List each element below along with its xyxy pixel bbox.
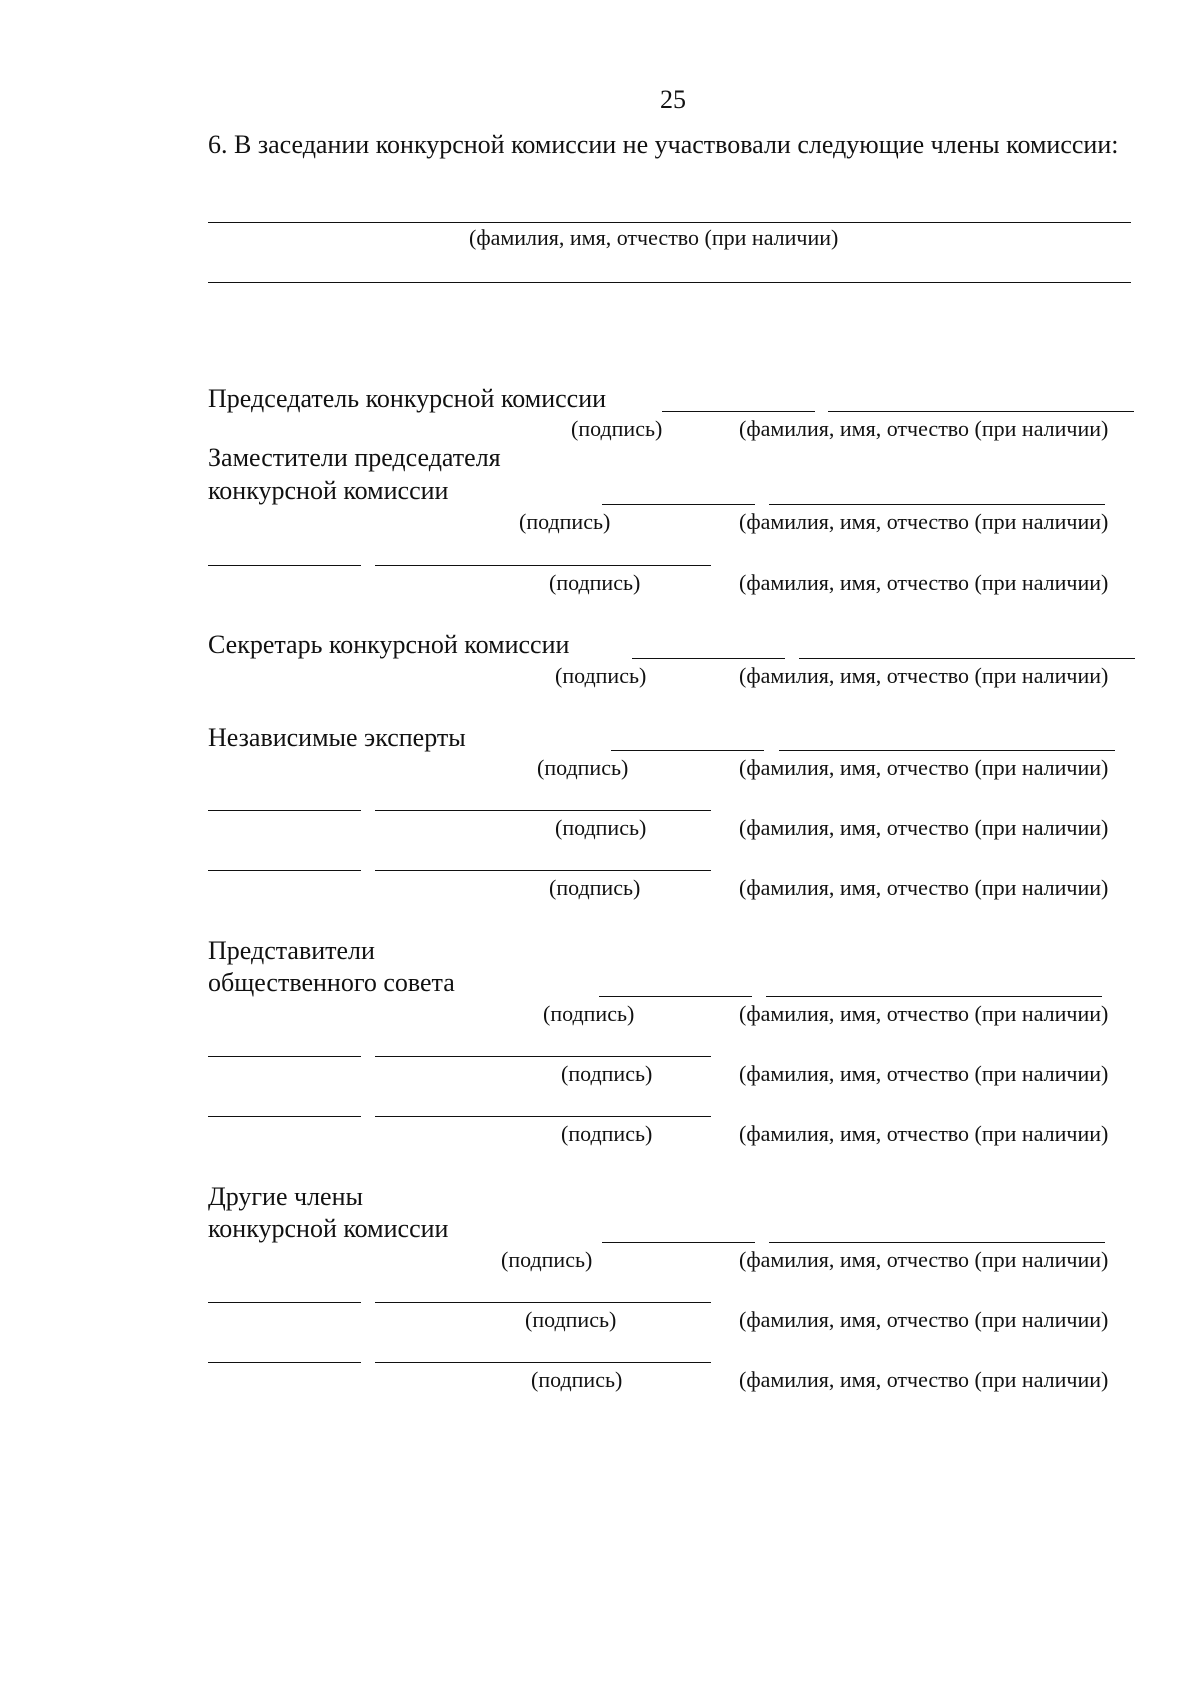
deputy-2-signature-line <box>208 565 361 566</box>
role-public-line-2: общественного совета <box>208 968 455 997</box>
public-1-name-caption: (фамилия, имя, отчество (при наличии) <box>739 1001 1109 1026</box>
intro-paragraph: 6. В заседании конкурсной комиссии не участвовали следующие члены комиссии: <box>208 130 1119 159</box>
other-2-signature-caption: (подпись) <box>525 1307 617 1332</box>
public-2-signature-caption: (подпись) <box>561 1061 653 1086</box>
public-3-name-caption: (фамилия, имя, отчество (при наличии) <box>739 1121 1109 1146</box>
role-chairman: Председатель конкурсной комиссии <box>208 384 607 413</box>
role-deputies-line-2: конкурсной комиссии <box>208 476 449 505</box>
expert-2-signature-caption: (подпись) <box>555 815 647 840</box>
absent-name-line-2 <box>208 282 1131 283</box>
public-2-name-caption: (фамилия, имя, отчество (при наличии) <box>739 1061 1109 1086</box>
role-deputies-line-1: Заместители председателя <box>208 443 501 472</box>
public-3-name-line <box>375 1116 711 1117</box>
deputy-1-name-caption: (фамилия, имя, отчество (при наличии) <box>739 509 1109 534</box>
public-2-signature-line <box>208 1056 361 1057</box>
absent-name-caption: (фамилия, имя, отчество (при наличии) <box>469 225 839 250</box>
role-others-line-1: Другие члены <box>208 1182 363 1211</box>
page-number: 25 <box>660 85 686 114</box>
public-3-signature-line <box>208 1116 361 1117</box>
expert-3-name-caption: (фамилия, имя, отчество (при наличии) <box>739 875 1109 900</box>
deputy-1-name-line <box>769 504 1105 505</box>
chairman-name-line <box>828 411 1134 412</box>
other-2-signature-line <box>208 1302 361 1303</box>
other-1-name-caption: (фамилия, имя, отчество (при наличии) <box>739 1247 1109 1272</box>
other-3-name-caption: (фамилия, имя, отчество (при наличии) <box>739 1367 1109 1392</box>
expert-1-name-line <box>779 750 1115 751</box>
expert-2-name-caption: (фамилия, имя, отчество (при наличии) <box>739 815 1109 840</box>
chairman-name-caption: (фамилия, имя, отчество (при наличии) <box>739 416 1109 441</box>
chairman-signature-line <box>662 411 815 412</box>
public-2-name-line <box>375 1056 711 1057</box>
deputy-2-name-caption: (фамилия, имя, отчество (при наличии) <box>739 570 1109 595</box>
other-1-signature-caption: (подпись) <box>501 1247 593 1272</box>
other-3-signature-caption: (подпись) <box>531 1367 623 1392</box>
deputy-2-name-line <box>375 565 711 566</box>
role-secretary: Секретарь конкурсной комиссии <box>208 630 570 659</box>
deputy-1-signature-caption: (подпись) <box>519 509 611 534</box>
deputy-1-signature-line <box>602 504 755 505</box>
expert-3-signature-caption: (подпись) <box>549 875 641 900</box>
secretary-signature-caption: (подпись) <box>555 663 647 688</box>
expert-3-signature-line <box>208 870 361 871</box>
public-1-name-line <box>766 996 1102 997</box>
public-3-signature-caption: (подпись) <box>561 1121 653 1146</box>
public-1-signature-line <box>599 996 752 997</box>
expert-2-name-line <box>375 810 711 811</box>
secretary-name-caption: (фамилия, имя, отчество (при наличии) <box>739 663 1109 688</box>
expert-2-signature-line <box>208 810 361 811</box>
chairman-signature-caption: (подпись) <box>571 416 663 441</box>
expert-1-name-caption: (фамилия, имя, отчество (при наличии) <box>739 755 1109 780</box>
deputy-2-signature-caption: (подпись) <box>549 570 641 595</box>
expert-1-signature-caption: (подпись) <box>537 755 629 780</box>
other-2-name-caption: (фамилия, имя, отчество (при наличии) <box>739 1307 1109 1332</box>
other-1-name-line <box>769 1242 1105 1243</box>
other-2-name-line <box>375 1302 711 1303</box>
other-3-name-line <box>375 1362 711 1363</box>
expert-3-name-line <box>375 870 711 871</box>
role-others-line-2: конкурсной комиссии <box>208 1214 449 1243</box>
public-1-signature-caption: (подпись) <box>543 1001 635 1026</box>
other-1-signature-line <box>602 1242 755 1243</box>
role-public-line-1: Представители <box>208 936 375 965</box>
other-3-signature-line <box>208 1362 361 1363</box>
secretary-signature-line <box>632 658 785 659</box>
role-experts: Независимые эксперты <box>208 723 466 752</box>
expert-1-signature-line <box>611 750 764 751</box>
absent-name-line-1 <box>208 222 1131 223</box>
secretary-name-line <box>799 658 1135 659</box>
